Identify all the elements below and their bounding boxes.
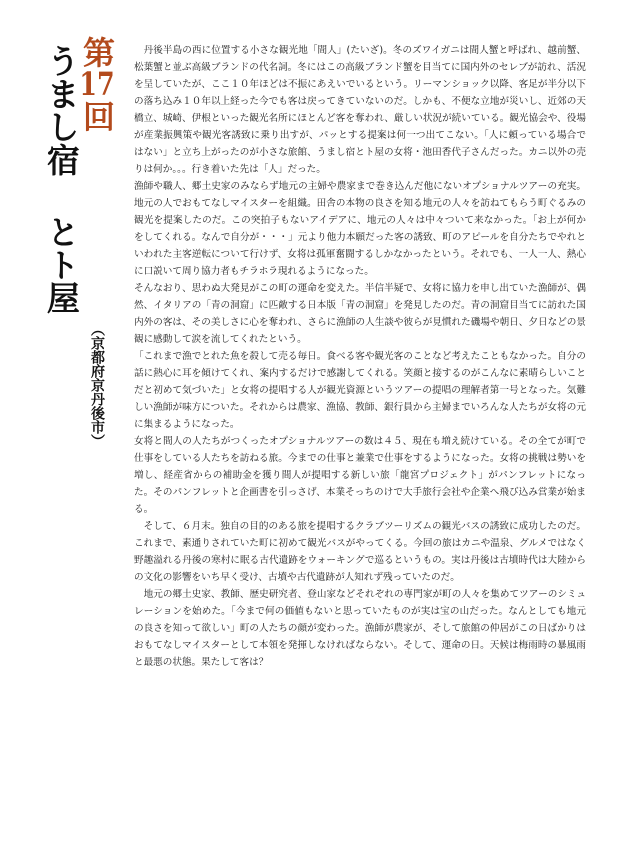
episode-suffix: 回 (78, 100, 116, 132)
paragraph-4: 「これまで漁でとれた魚を殺して売る毎日。食べる客や観光客のことなど考えたこともなかった。自分の話に熱心に耳を傾けてくれ、案内するだけで感謝してくれる。笑顔と接するのがこんなに素晴らしいことだと初めて気づいた」と女将の提唱する人が観光資源というツアーの提唱の理解者第一号となった。気難しい漁師が味方についた。それからは農家、漁協、教師、銀行員から主婦までいろんな人たちが女将の元に集まるようになった。 (134, 351, 586, 430)
paragraph-7: 地元の郷土史家、教師、歴史研究者、登山家などそれぞれの専門家が町の人々を集めてツアーのシミュレーションを始めた。「今まで何の価値もないと思っていたものが実は宝の山だった。なんとしても地元の良さを知って欲しい」町の人たちの顔が変わった。漁師が農家が、そして旅館の仲居がこの日ばかりはおもてなしマイスターとして本領を発揮しなければならない。そして、運命の日。天候は梅雨時の暴風雨と最悪の状態。果たして客は？ (134, 589, 586, 668)
paragraph-2: 漁師や職人、郷土史家のみならず地元の主婦や農家まで巻き込んだ他にないオプショナルツアーの充実。地元の人でおもてなしマイスターを組織。田舎の本物の良さを知る地元の人々を訪ねてもらう町ぐるみの観光を提案したのだ。この突拍子もないアイデアに、地元の人々は中々ついて来なかった。「お上が何かをしてくれる。なんで自分が・・・」元より他力本願だった客の誘致、町のアピールを自分たちでやれといわれた主客逆転について行けず、女将は孤軍奮闘するしかなかったという。それでも、一人一人、熱心に口説いて周り協力者もチラホラ現れるようになった。 (134, 181, 586, 277)
inn-name: うまし宿 とト屋 (41, 44, 81, 314)
location-label: （京都府京丹後市） (89, 322, 105, 448)
paragraph-6: そして、６月末。独自の目的のある旅を提唱するクラブツーリズムの観光バスの誘致に成功したのだ。これまで、素通りされていた町に初めて観光バスがやってくる。今回の旅はカニや温泉、グルメではなく野趣溢れる丹後の寒村に眠る古代遺跡をウォーキングで巡るというもの。実は丹後は古墳時代は大陸からの文化の影響をいち早く受け、古墳や古代遺跡が人知れず残っていたのだ。 (134, 521, 586, 583)
article-body (134, 42, 586, 671)
paragraph-3: そんなおり、思わぬ大発見がこの町の運命を変えた。半信半疑で、女将に協力を申し出ていた漁師が、偶然、イタリアの「青の洞窟」に匹敵する日本版「青の洞窟」を発見したのだ。青の洞窟目当てに訪れた国内外の客は、その美しさに心を奪われ、さらに漁師の人生談や彼らが見慣れた磯場や朝日、夕日などの景観に感動して涙を流してくれたという。 (134, 283, 586, 345)
episode-prefix: 第 (78, 36, 116, 68)
paragraph-1: 丹後半島の西に位置する小さな観光地「間人」(たいざ)。冬のズワイガニは間人蟹と呼ばれ、越前蟹、松葉蟹と並ぶ高級ブランドの代名詞。冬にはこの高級ブランド蟹を目当てに国内外のセレブが訪れ、活況を呈していたが、ここ１０年ほどは不振にあえいでいるという。リーマンショック以降、客足が半分以下の落ち込み１０年以上経った今でも客は戻ってきていないのだ。しかも、不便な立地が災いし、近郊の天橋立、城崎、伊根といった観光名所にほとんど客を奪われ、厳しい状況が続いている。観光協会や、役場が産業振興策や観光客誘致に乗り出すが、パッとする提案は何一つ出てこない。「人に頼っている場合ではない」と立ち上がったのが小さな旅館、うまし宿とト屋の女将・池田香代子さんだった。カニ以外の売りは何か。。。行き着いた先は「人」だった。 (134, 45, 586, 175)
episode-number: 17 (79, 68, 115, 100)
paragraph-5: 女将と間人の人たちがつくったオプショナルツアーの数は４５、現在も増え続けている。その全てが町で仕事をしている人たちを訪ねる旅。今までの仕事と兼業で仕事をするようになった。女将の挑戦は勢いを増し、経産省からの補助金を獲り間人が提唱する新しい旅「龍宮プロジェクト」がパンフレットになった。そのパンフレットと企画書を引っさげ、本業そっちのけで大手旅行会社や企業へ飛び込み営業が始まる。 (134, 436, 586, 515)
